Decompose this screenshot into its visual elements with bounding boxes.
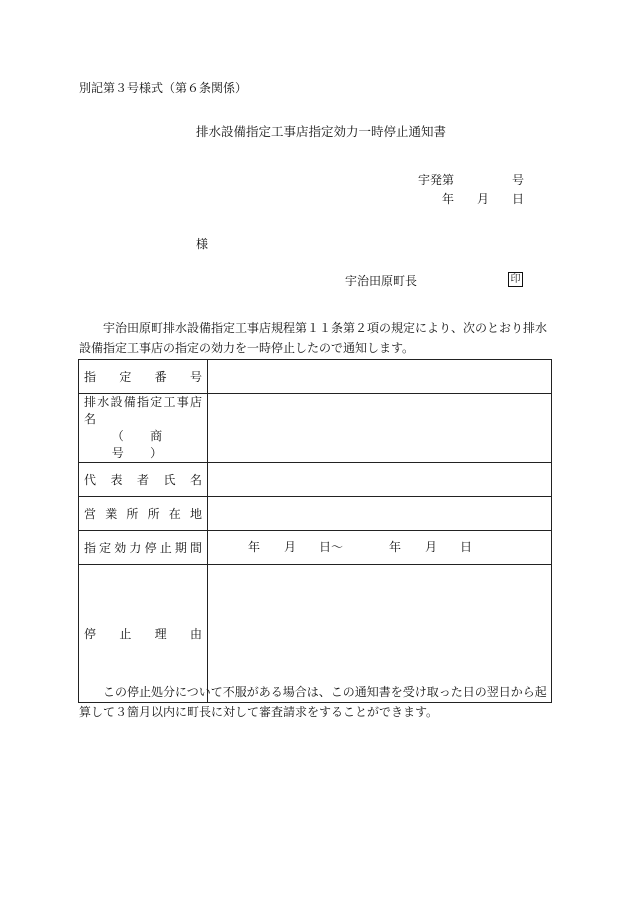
store-name-label [84, 394, 202, 462]
representative-value [208, 463, 552, 497]
table-row-store-name [79, 394, 552, 463]
period-to-month: 月 [425, 540, 438, 554]
office-location-value [208, 497, 552, 531]
period-from-day: 日～ [319, 540, 344, 554]
table-row-designation-number [79, 360, 552, 394]
table-row-representative [79, 463, 552, 497]
suspension-period-label-cell [79, 531, 208, 565]
appeal-notice-text: この停止処分について不服がある場合は、この通知書を受け取った日の翌日から起算して３箇月以内に町長に対して審査請求をすることができます。 [79, 685, 547, 719]
period-to-day: 日 [460, 540, 473, 554]
suspension-period-label: 指定効力停止期間 [84, 541, 202, 555]
sender-name: 宇治田原町長 [345, 274, 418, 288]
trade-name-label-line: （商号） [111, 429, 189, 460]
addressee-honorific: 様 [196, 237, 209, 251]
document-title: 排水設備指定工事店指定効力一時停止通知書 [196, 124, 447, 139]
store-name-value [208, 394, 552, 463]
office-location-label: 営業所所在地 [84, 507, 202, 521]
form-label: 別記第３号様式（第６条関係） [79, 81, 248, 95]
date-month-label: 月 [477, 192, 490, 206]
store-name-label-cell [79, 394, 208, 463]
suspension-period-range [208, 531, 551, 564]
date-day-label: 日 [512, 192, 525, 206]
date-year-label: 年 [442, 192, 455, 206]
document-number-prefix: 宇発第 [418, 173, 455, 187]
designation-number-label: 指定番号 [84, 370, 202, 384]
representative-label-cell [79, 463, 208, 497]
suspension-details-table [78, 359, 552, 703]
reason-label: 停止理由 [84, 627, 202, 641]
representative-label: 代表者氏名 [84, 473, 202, 487]
table-row-suspension-period [79, 531, 552, 565]
period-from-month: 月 [284, 540, 297, 554]
document-number-suffix: 号 [512, 173, 525, 187]
period-from-year: 年 [248, 540, 261, 554]
store-name-label-line: 排水設備指定工事店名 [84, 395, 202, 426]
designation-number-label-cell [79, 360, 208, 394]
suspension-period-value [208, 531, 552, 565]
designation-number-value [208, 360, 552, 394]
office-location-label-cell [79, 497, 208, 531]
notice-body-text: 宇治田原町排水設備指定工事店規程第１１条第２項の規定により、次のとおり排水設備指定工事店の指定の効力を一時停止したので通知します。 [79, 321, 548, 355]
period-to-year: 年 [389, 540, 402, 554]
seal-stamp-mark: 印 [508, 272, 523, 287]
table-row-office-location [79, 497, 552, 531]
